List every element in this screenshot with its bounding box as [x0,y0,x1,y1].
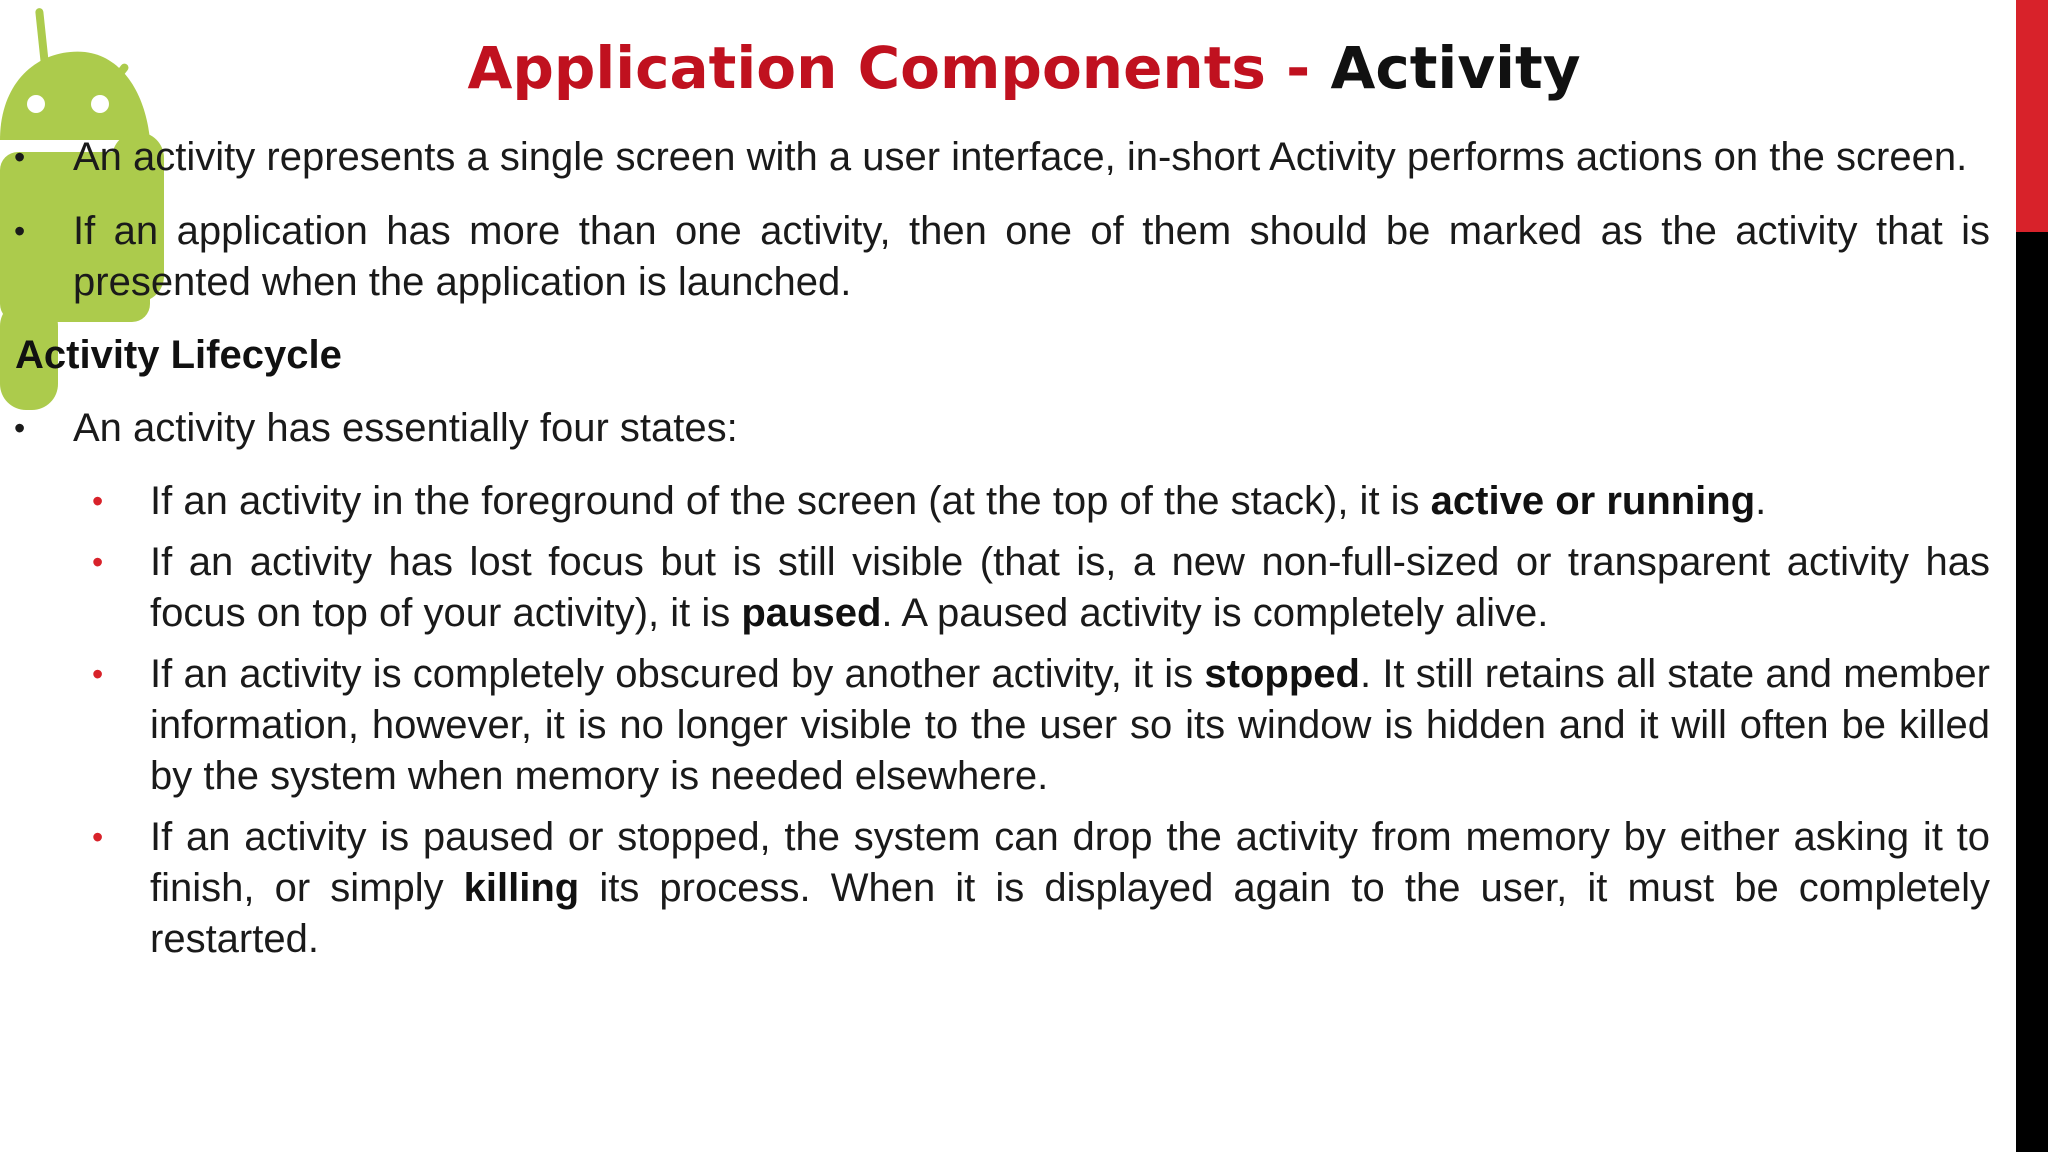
state-text-before: If an activity is completely obscured by another activity, it is [150,652,1205,696]
state-keyword: killing [463,866,580,910]
list-item [0,132,1990,183]
bullet-text: An activity has essentially four states: [73,406,738,450]
bullet-text: An activity represents a single screen with a user interface, in-short Activity performs actions on the screen. [73,135,1968,179]
sub-list-item [0,537,1990,639]
slide-content [0,132,1990,975]
state-text-before: If an activity has lost focus but is still visible (that is, a new non-full-sized or transparent activity has focus on top of your activity), it is [150,540,1990,635]
title-red-part: Application Components - [467,34,1311,102]
bullet-icon: • [92,483,104,519]
bullet-icon: • [14,410,26,446]
list-item [0,206,1990,308]
list-item [0,403,1990,454]
state-keyword: stopped [1204,652,1360,696]
sub-list-item [0,812,1990,965]
title-black-part: Activity [1330,34,1581,102]
state-text-after: . A paused activity is completely alive. [881,591,1549,635]
state-text-after: its process. When it is displayed again to the user, it must be completely restarted. [150,866,1990,961]
section-heading: Activity Lifecycle [15,333,342,377]
bullet-icon: • [14,213,26,249]
bullet-icon: • [14,139,26,175]
accent-bar-black [2016,232,2048,1152]
state-text-after: . [1755,479,1767,523]
bullet-icon: • [92,656,104,692]
state-keyword: active or running [1430,479,1756,523]
sub-list-item [0,649,1990,802]
bullet-text: If an application has more than one activity, then one of them should be marked as the activity that is presented when the application is launched. [73,209,1990,304]
state-text-before: If an activity is paused or stopped, the system can drop the activity from memory by either asking it to finish, or simply [150,815,1990,910]
slide-title [0,28,2048,108]
bullet-icon: • [92,544,104,580]
state-text-before: If an activity in the foreground of the screen (at the top of the stack), it is [150,479,1431,523]
sub-list-item [0,476,1990,527]
state-text-after: . It still retains all state and member information, however, it is no longer visible to the user so its window is hidden and it will often be killed by the system when memory is needed elsewhere. [150,652,1990,798]
state-keyword: paused [741,591,882,635]
bullet-icon: • [92,819,104,855]
